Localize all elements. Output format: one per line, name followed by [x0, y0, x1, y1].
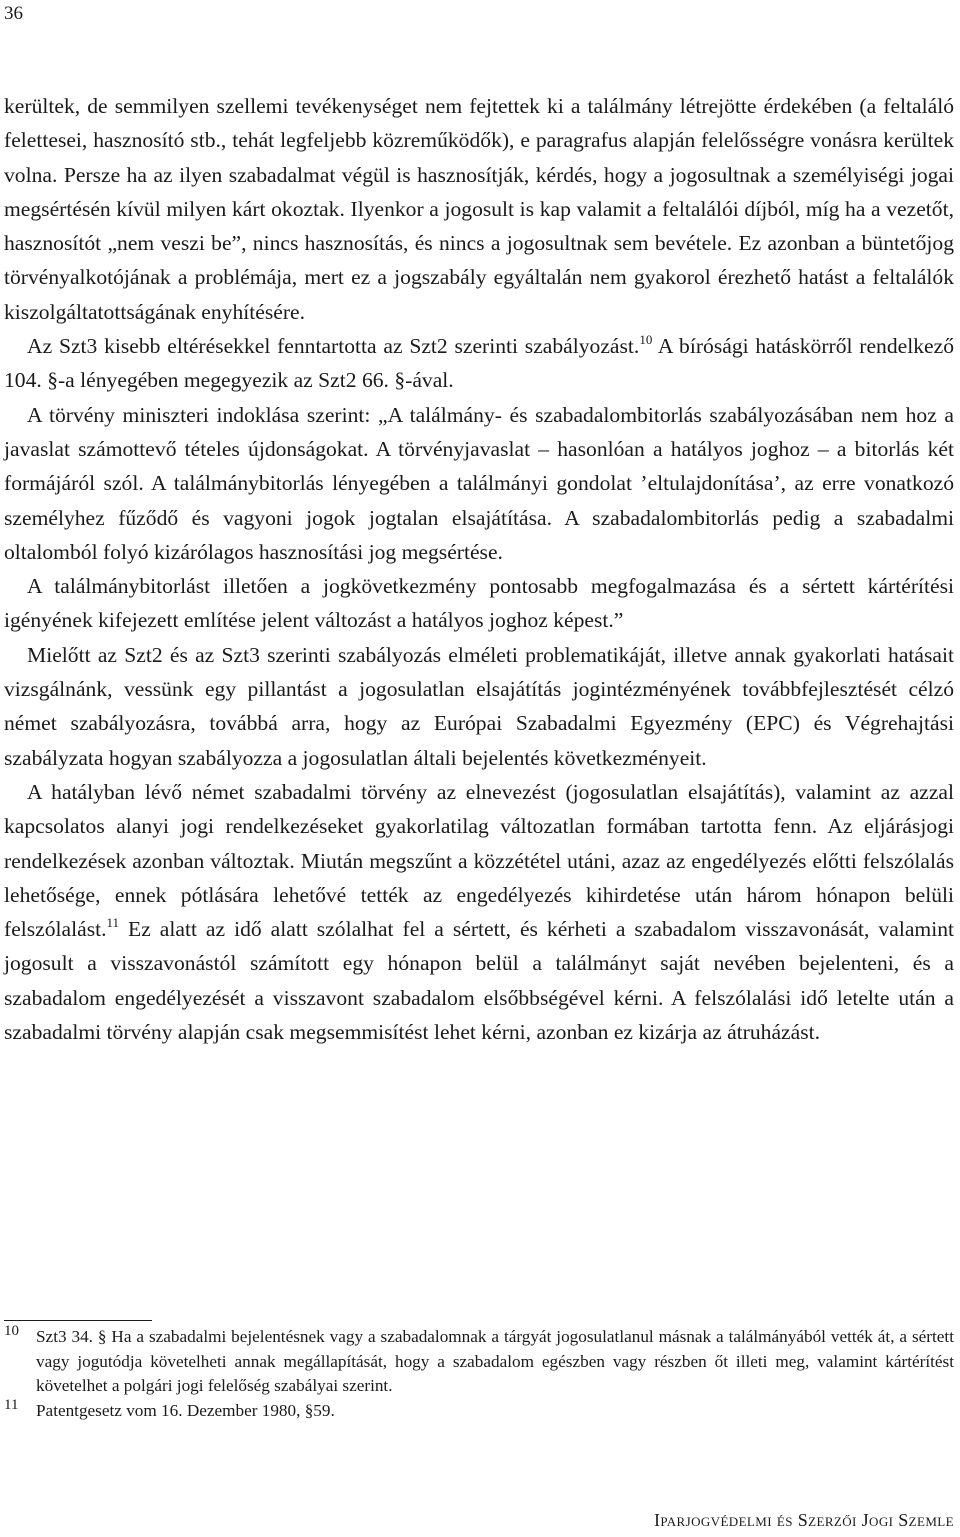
paragraph-1	[4, 89, 954, 329]
paragraph-text: A törvény miniszteri indoklása szerint: „A találmány- és szabadalombitorlás szabályozásában nem hoz a javaslat számottevő tételes újdonságokat. A törvényjavaslat – hasonlóan a hatályos joghoz – a bitorlás két formájáról szól. A találmánybitorlás lényegében a találmányi gondolat ʼeltulajdonításaʼ, az erre vonatkozó személyhez fűződő és vagyoni jogok jogtalan elsajátítása. A szabadalombitorlás pedig a szabadalmi oltalomból folyó kizárólagos hasznosítási jog megsértése.	[4, 402, 954, 564]
footnote-divider	[4, 1320, 152, 1321]
footnote-number: 10	[4, 1323, 19, 1339]
paragraph-text: A hatályban lévő német szabadalmi törvény az elnevezést (jogosulatlan elsajátítás), valamint az azzal kapcsolatos alanyi jogi rendelkezéseket gyakorlatilag változatlan formában tartotta fenn. Az eljárásjogi rendelkezések azonban változtak. Miután megszűnt a közzététel utáni, azaz az engedélyezés előtti felszólalás lehetősége, ennek pótlására lehetővé tették az engedélyezés kihirdetése után három hónapon belüli felszólalást.	[4, 779, 954, 942]
paragraph-4	[4, 569, 954, 638]
footnote-reference-10[interactable]: 10	[639, 332, 653, 348]
paragraph-text-continued: Ez alatt az idő alatt szólalhat fel a sértett, és kérheti a szabadalom visszavonását, valamint jogosult a visszavonástól számított egy hónapon belül a találmányt saját nevében bejelenteni, és a szabadalom engedélyezését a visszavont szabadalom elsőbbségével kérni. A felszólalási idő letelte után a szabadalmi törvény alapján csak megsemmisítést lehet kérni, azonban ez kizárja az átruházást.	[4, 917, 954, 1045]
paragraph-2	[4, 329, 954, 398]
paragraph-text: A találmánybitorlást illetően a jogkövetkezmény pontosabb megfogalmazása és a sértett kártérítési igényének kifejezett említése jelent változást a hatályos joghoz képest.”	[4, 574, 954, 633]
footnotes	[4, 1325, 954, 1423]
paragraph-5	[4, 638, 954, 775]
footnote-text: Patentgesetz vom 16. Dezember 1980, §59.	[36, 1400, 335, 1420]
paragraph-text-continued: A bírósági hatáskörről rendelkező 104. §-a lényegében megegyezik az Szt2 66. §-ával.	[4, 334, 954, 393]
paragraph-6	[4, 775, 954, 1049]
paragraph-text: Az Szt3 kisebb eltérésekkel fenntartotta az Szt2 szerinti szabályozást.	[27, 334, 640, 359]
page-number: 36	[4, 3, 23, 24]
footnote-text: Szt3 34. § Ha a szabadalmi bejelentésnek vagy a szabadalomnak a tárgyát jogosulatlanul másnak a találmányából vették át, a sértett vagy jogutódja követelheti annak megállapítását, hogy a szabadalom egészben vagy részben őt illeti meg, valamint kártérítést követelhet a polgári jogi felelőség szabályai szerint.	[36, 1327, 954, 1396]
footnote-number: 11	[4, 1396, 19, 1413]
journal-title-footer: Iparjogvédelmi és Szerzői Jogi Szemle	[653, 1510, 954, 1530]
paragraph-3	[4, 398, 954, 569]
paragraph-text: Mielőtt az Szt2 és az Szt3 szerinti szabályozás elméleti problematikáját, illetve annak gyakorlati hatásait vizsgálnánk, vessünk egy pillantást a jogosulatlan elsajátítás jogintézményének továbbfejlesztését célzó német szabályozásra, továbbá arra, hogy az Európai Szabadalmi Egyezmény (EPC) és Végrehajtási szabályzata hogyan szabályozza a jogosulatlan általi bejelentés következményeit.	[4, 642, 954, 770]
article-body	[4, 89, 954, 1049]
footnote-11	[4, 1396, 954, 1424]
footnote-10	[4, 1325, 954, 1399]
paragraph-text: kerültek, de semmilyen szellemi tevékenységet nem fejtettek ki a találmány létrejötte érdekében (a feltaláló felettesei, hasznosító stb., tehát legfeljebb közreműködők), e paragrafus alapján felelősségre vonásra kerültek volna. Persze ha az ilyen szabadalmat végül is hasznosítják, kérdés, hogy a jogosultnak a személyiségi jogai megsértésén kívül milyen kárt okoztak. Ilyenkor a jogosult is kap valamit a feltalálói díjból, míg ha a vezetőt, hasznosítót „nem veszi be”, nincs hasznosítás, és nincs a jogosultnak sem bevétele. Ez azonban a büntetőjog törvényalkotójának a problémája, mert ez a jogszabály egyáltalán nem gyakorol érezhető hatást a feltalálók kiszolgáltatottságának enyhítésére.	[4, 94, 954, 324]
footnote-reference-11[interactable]: 11	[106, 915, 120, 931]
